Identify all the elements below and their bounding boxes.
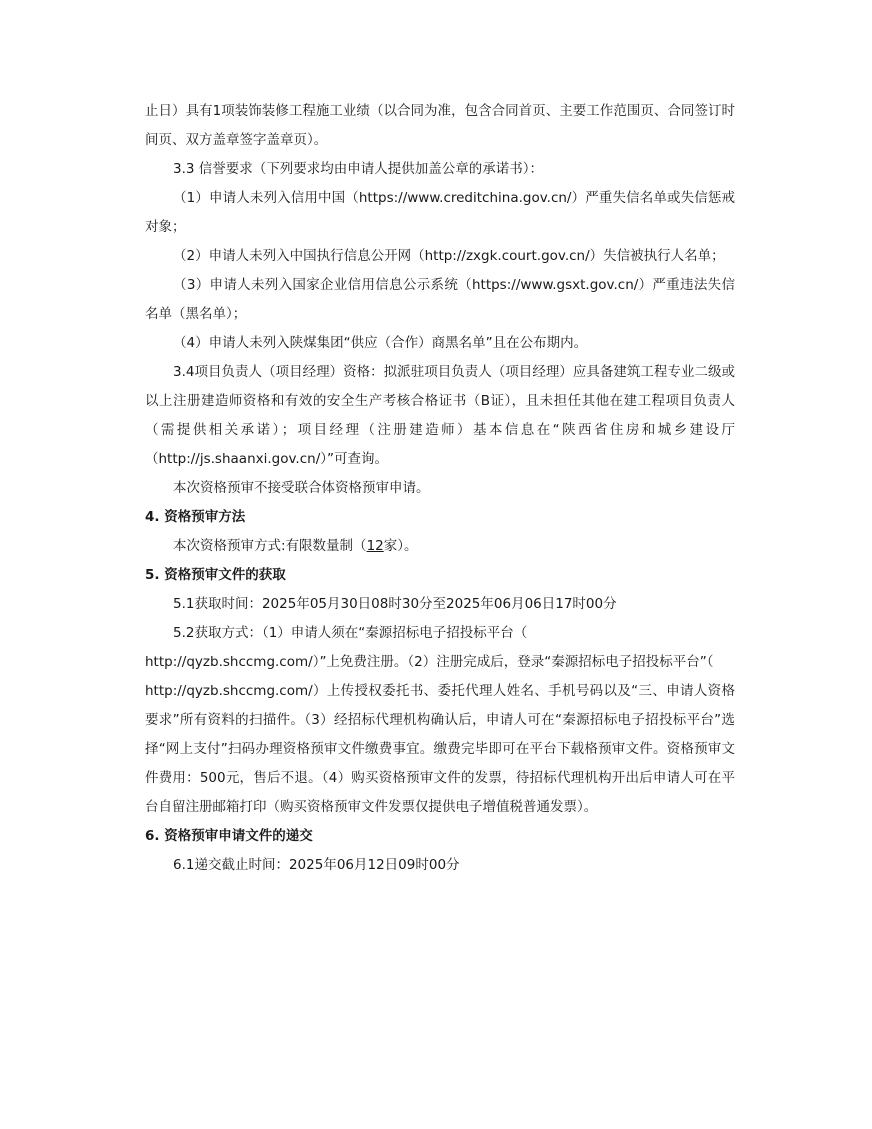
paragraph-credit-item-1: （1）申请人未列入信用中国（https://www.creditchina.gov.cn/）严重失信名单或失信惩戒对象；: [145, 190, 735, 235]
paragraph-credit-item-2: （2）申请人未列入中国执行信息公开网（http://zxgk.court.gov.cn/）失信被执行人名单；: [173, 248, 725, 264]
prequal-method-text: 本次资格预审方式:有限数量制（: [173, 538, 367, 554]
document-body: [145, 97, 735, 880]
section-heading-4: 4. 资格预审方法: [145, 509, 246, 525]
paragraph-performance-continued: 止日）具有1项装饰装修工程施工业绩（以合同为准，包含合同首页、主要工作范围页、合同签订时间页、双方盖章签字盖章页）。: [145, 103, 735, 148]
paragraph-project-manager: 3.4项目负责人（项目经理）资格：拟派驻项目负责人（项目经理）应具备建筑工程专业二级或以上注册建造师资格和有效的安全生产考核合格证书（B证），且未担任其他在建工程项目负责人（需提供相关承诺）；项目经理（注册建造师）基本信息在“陕西省住房和城乡建设厅（http://js.shaanxi.gov.cn/）”可查询。: [145, 364, 735, 467]
paragraph-no-consortium: 本次资格预审不接受联合体资格预审申请。: [173, 480, 430, 496]
paragraph-prequal-method: [145, 532, 735, 561]
paragraph-submission-deadline: 6.1递交截止时间：2025年06月12日09时00分: [173, 857, 460, 873]
limited-count-value: 12: [366, 538, 384, 554]
paragraph-obtain-method-cont-2: http://qyzb.shccmg.com/）上传授权委托书、委托代理人姓名、手机号码以及“三、申请人资格要求”所有资料的扫描件。（3）经招标代理机构确认后，申请人可在“秦源招标电子招投标平台”选择“网上支付”扫码办理资格预审文件缴费事宜。缴费完毕即可在平台下载格预审文件。资格预审文件费用：500元，售后不退。（4）购买资格预审文件的发票，待招标代理机构开出后申请人可在平台自留注册邮箱打印（购买资格预审文件发票仅提供电子增值税普通发票）。: [145, 683, 735, 815]
paragraph-obtain-method: 5.2获取方式：（1）申请人须在“秦源招标电子招投标平台（: [173, 625, 528, 641]
paragraph-obtain-method-cont-1: http://qyzb.shccmg.com/）”上免费注册。（2）注册完成后，登录“秦源招标电子招投标平台”（: [145, 654, 714, 670]
paragraph-obtain-time: 5.1获取时间：2025年05月30日08时30分至2025年06月06日17时00分: [173, 596, 617, 612]
paragraph-credit-item-4: （4）申请人未列入陕煤集团“供应（合作）商黑名单”且在公布期内。: [173, 335, 588, 351]
section-heading-5: 5. 资格预审文件的获取: [145, 567, 286, 583]
paragraph-credit-item-3: （3）申请人未列入国家企业信用信息公示系统（https://www.gsxt.gov.cn/）严重违法失信名单（黑名单）；: [145, 277, 735, 322]
paragraph-credit-requirement: 3.3 信誉要求（下列要求均由申请人提供加盖公章的承诺书）：: [173, 161, 544, 177]
prequal-method-suffix: 家）。: [383, 538, 418, 554]
section-heading-6: 6. 资格预审申请文件的递交: [145, 828, 313, 844]
